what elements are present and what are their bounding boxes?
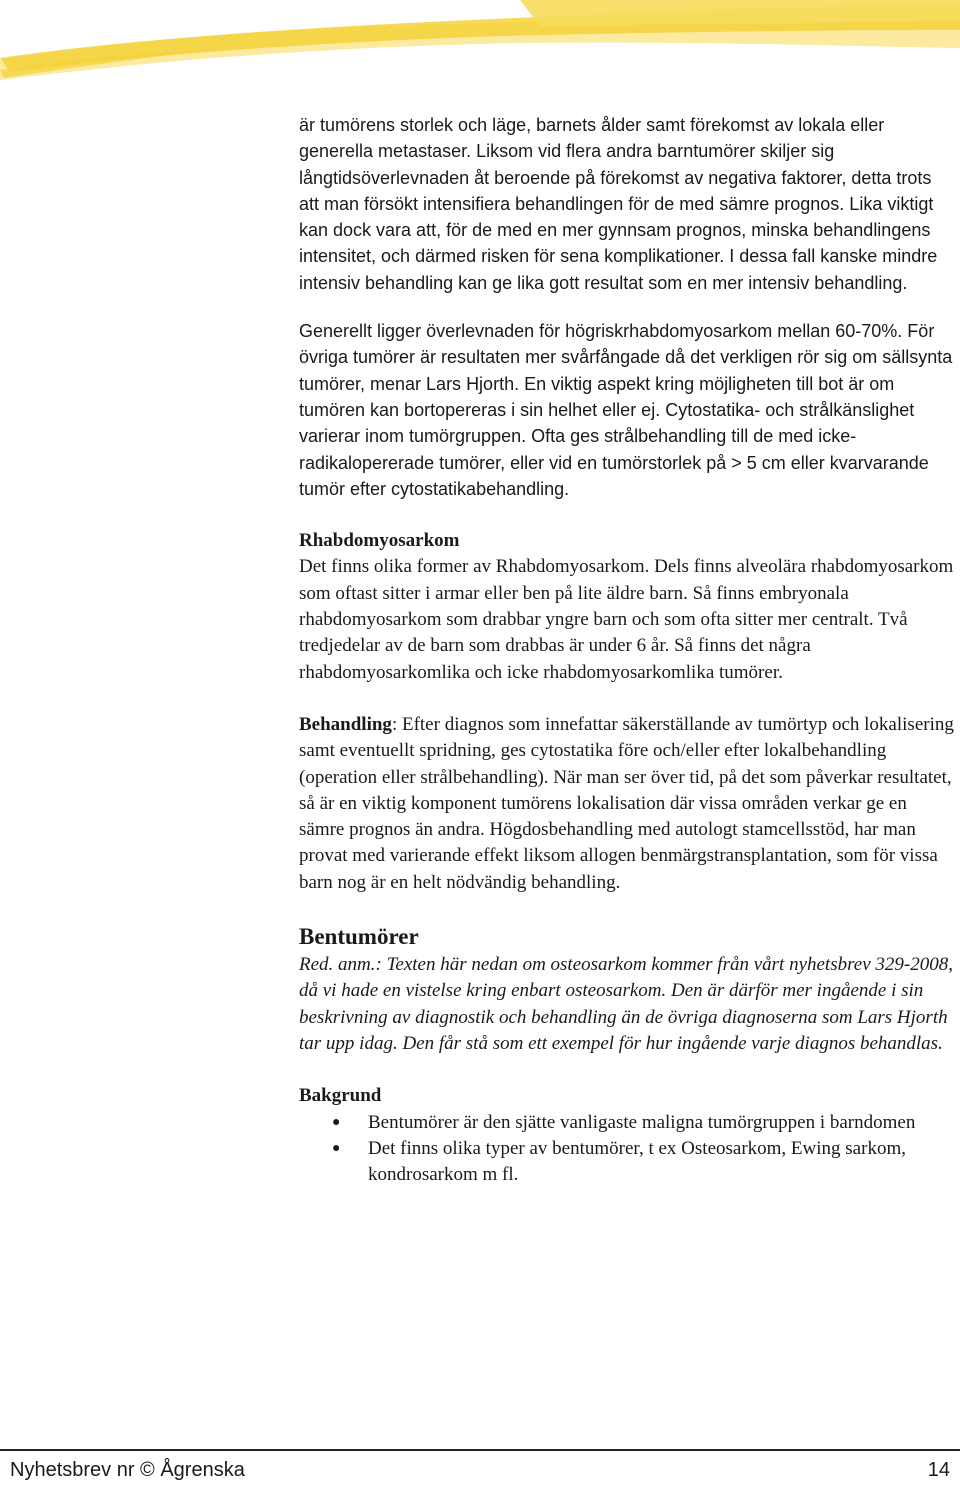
page-footer	[0, 1449, 960, 1485]
bullet-item	[299, 1136, 954, 1189]
editor-note: Red. anm.: Texten här nedan om osteosarkom kommer från vårt nyhetsbrev 329-2008, då vi hade en vistelse kring enbart osteosarkom. Den är därför mer ingående i sin beskrivning av diagnostik och behandling än de övriga diagnoserna som Lars Hjorth tar upp idag. Den får stå som ett exempel för hur ingående varje diagnos behandlas.	[299, 954, 953, 1054]
paragraph-prognosis: är tumörens storlek och läge, barnets ålder samt förekomst av lokala eller generella metastaser. Liksom vid flera andra barntumörer skiljer sig långtidsöverlevnaden åt beroende på förekomst av negativa faktorer, detta trots att man försökt intensifiera behandlingen för de med sämre prognos. Lika viktigt kan dock vara att, för de med en mer gynnsam prognos, minska behandlingens intensitet, och därmed risken för sena komplikationer. I dessa fall kanske mindre intensiv behandling kan ge lika gott resultat som en mer intensiv behandling.	[299, 115, 938, 293]
bullet-text: Bentumörer är den sjätte vanligaste maligna tumörgruppen i barndomen	[368, 1111, 916, 1133]
page-number: 14	[927, 1459, 950, 1481]
article-body	[299, 112, 954, 1188]
bullet-text: Det finns olika typer av bentumörer, t ex Osteosarkom, Ewing sarkom, kondrosarkom m fl.	[368, 1137, 906, 1186]
paragraph-survival: Generellt ligger överlevnaden för högriskrhabdomyosarkom mellan 60-70%. För övriga tumörer är resultaten mer svårfångade då det verkligen rör sig om sällsynta tumörer, menar Lars Hjorth. En viktig aspekt kring möjligheten till bot är om tumören kan bortopereras i sin helhet eller ej. Cytostatika- och strålkänslighet varierar inom tumörgruppen. Ofta ges strålbehandling till de med icke-radikalopererade tumörer, eller vid en tumörstorlek på > 5 cm eller kvarvarande tumör efter cytostatikabehandling.	[299, 321, 953, 499]
bullet-icon: ●	[332, 1140, 341, 1156]
rhabdomyosarcoma-heading: Rhabdomyosarkom	[299, 530, 460, 552]
bone-tumors-heading: Bentumörer	[299, 924, 419, 950]
treatment-text: : Efter diagnos som innefattar säkerställande av tumörtyp och lokalisering samt eventuellt spridning, ges cytostatika före och/eller efter lokalbehandling (operation eller strålbehandling). När man ser över tid, på det som påverkar resultatet, så är en viktig komponent tumörens lokalisation där vissa områden verkar ge en sämre prognos än andra. Högdosbehandling med autologt stamcellsstöd, har man provat med varierande effekt liksom allogen benmärgstransplantation, som för vissa barn nog är en helt nödvändig behandling.	[299, 713, 954, 893]
bullet-item	[299, 1110, 954, 1136]
bullet-icon: ●	[332, 1114, 341, 1130]
treatment-label: Behandling	[299, 713, 392, 735]
paragraph-treatment	[299, 712, 954, 896]
background-bullet-list	[299, 1110, 954, 1189]
yellow-brush-stroke-header	[0, 0, 960, 90]
paragraph-rhabdomyosarcoma: Det finns olika former av Rhabdomyosarkom. Dels finns alveolära rhabdomyosarkom som oftast sitter i armar eller ben på lite äldre barn. Så finns embryonala rhabdomyosarkom som drabbar yngre barn och som ofta sitter mer centralt. Två tredjedelar av de barn som drabbas är under 6 år. Så finns det några rhabdomyosarkomlika och icke rhabdomyosarkomlika tumörer.	[299, 556, 954, 683]
background-heading: Bakgrund	[299, 1085, 382, 1107]
footer-newsletter-label: Nyhetsbrev nr © Ågrenska	[10, 1459, 245, 1481]
